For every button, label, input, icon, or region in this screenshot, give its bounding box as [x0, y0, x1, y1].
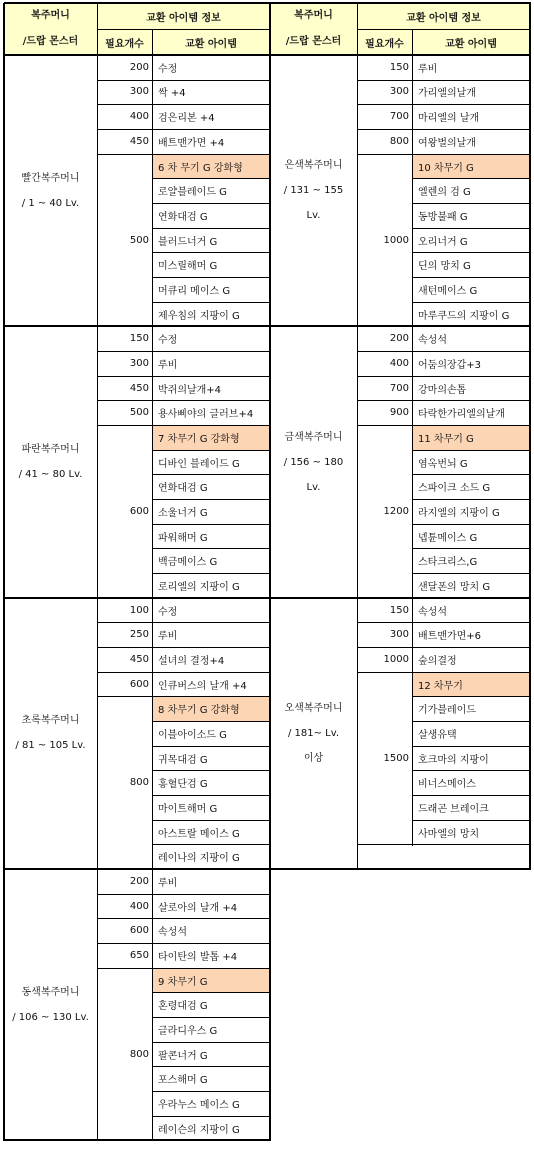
- exchange-item-cell: 파워해머 G: [158, 532, 208, 544]
- exchange-item-cell: 혼령대검 G: [158, 1001, 208, 1013]
- grid-line: [152, 524, 271, 525]
- grid-line: [97, 869, 153, 870]
- grid-line: [412, 647, 531, 648]
- monster-label-line: 파란복주머니: [21, 444, 80, 456]
- grid-line: [412, 598, 531, 599]
- grid-line: [152, 672, 271, 673]
- grid-line: [412, 228, 531, 229]
- grid-line: [412, 376, 531, 377]
- exchange-item-cell: 홍혈단검 G: [158, 779, 208, 791]
- exchange-item-cell: 디바인 블레이드 G: [158, 458, 240, 470]
- grid-line: [152, 573, 271, 574]
- required-count-cell: 100: [129, 604, 149, 616]
- exchange-item-cell: 레이슨의 지팡이 G: [158, 1124, 240, 1136]
- grid-line: [152, 968, 271, 969]
- grid-line: [152, 228, 271, 229]
- exchange-item-cell: 동방불패 G: [418, 211, 468, 223]
- grid-line: [152, 351, 271, 352]
- grid-line: [97, 622, 153, 623]
- grid-line: [269, 598, 271, 870]
- grid-line: [152, 795, 271, 796]
- exchange-item-cell: 배트맨가면+6: [418, 631, 482, 643]
- grid-line: [152, 450, 271, 451]
- grid-line: [357, 622, 413, 623]
- grid-line: [412, 351, 531, 352]
- grid-line: [97, 104, 153, 105]
- highlight-item-cell: 8 차무기 G 강화형: [152, 696, 270, 721]
- grid-line: [357, 154, 413, 155]
- exchange-item-cell: 수정: [158, 335, 178, 347]
- grid-line: [412, 598, 413, 846]
- grid-line: [412, 55, 413, 327]
- grid-line: [152, 770, 271, 771]
- highlight-item-cell: 9 차무기 G: [152, 968, 270, 993]
- header-exchange-info: 교환 아이템 정보: [97, 3, 270, 29]
- required-count-cell: 150: [389, 604, 409, 616]
- grid-line: [152, 326, 271, 327]
- highlight-item-cell: 10 차무기 G: [412, 154, 530, 179]
- exchange-item-cell: 검은리본 +4: [158, 113, 215, 125]
- exchange-item-cell: 수정: [158, 606, 178, 618]
- grid-line: [152, 80, 271, 81]
- grid-line: [152, 376, 271, 377]
- exchange-item-cell: 숲의결정: [418, 655, 457, 667]
- exchange-item-cell: 박쥐의날개+4: [158, 384, 222, 396]
- grid-line: [97, 1140, 271, 1141]
- grid-line: [357, 672, 413, 673]
- monster-label-line: 금색복주머니: [284, 431, 343, 443]
- grid-line: [97, 376, 153, 377]
- grid-line: [412, 129, 531, 130]
- exchange-item-cell: 포스해머 G: [158, 1075, 208, 1087]
- grid-line: [3, 326, 5, 598]
- grid-line: [357, 844, 531, 845]
- exchange-item-cell: 염옥번뇌 G: [418, 458, 468, 470]
- grid-line: [357, 598, 413, 599]
- right-1-monster-cell: [270, 326, 357, 597]
- exchange-item-cell: 로얄블레이드 G: [158, 187, 227, 199]
- grid-line: [152, 203, 271, 204]
- exchange-item-cell: 호크마의 지팡이: [418, 754, 489, 766]
- grid-line: [152, 129, 271, 130]
- grid-line: [357, 425, 413, 426]
- grid-line: [152, 154, 271, 155]
- exchange-item-cell: 기가블레이드: [418, 705, 476, 717]
- required-count-cell: 800: [129, 777, 149, 789]
- required-count-cell: 200: [129, 875, 149, 887]
- required-count-cell: 400: [389, 357, 409, 369]
- monster-label-line: 빨간복주머니: [21, 172, 80, 184]
- highlight-item-cell: 12 차무기: [412, 672, 530, 697]
- grid-line: [529, 55, 531, 327]
- exchange-item-cell: 타이탄의 발톱 +4: [158, 951, 238, 963]
- left-1-monster-cell: [4, 326, 97, 597]
- grid-line: [152, 820, 271, 821]
- grid-line: [152, 55, 271, 56]
- header-required-count: 필요개수: [97, 29, 152, 55]
- header-monster-line2: /드랍 몬스터: [22, 36, 79, 47]
- exchange-item-cell: 스파이크 소드 G: [418, 483, 491, 495]
- monster-label-line: Lv.: [306, 481, 321, 493]
- exchange-item-cell: 수정: [158, 63, 178, 75]
- grid-line: [97, 869, 98, 1141]
- grid-line: [269, 3, 271, 56]
- monster-label-line: / 1 ~ 40 Lv.: [21, 197, 80, 209]
- required-count-cell: 450: [129, 135, 149, 147]
- exchange-item-cell: 루비: [418, 63, 438, 75]
- exchange-item-cell: 사마엘의 망치: [418, 828, 480, 840]
- exchange-item-cell: 루비: [158, 877, 178, 889]
- exchange-item-cell: 배트맨가면 +4: [158, 137, 225, 149]
- grid-line: [97, 55, 98, 327]
- required-count-cell: 1500: [383, 752, 409, 764]
- exchange-item-cell: 미스릴해머 G: [158, 261, 218, 273]
- grid-line: [412, 696, 531, 697]
- grid-line: [3, 3, 5, 56]
- grid-line: [152, 869, 271, 870]
- grid-line: [357, 400, 413, 401]
- grid-line: [412, 203, 531, 204]
- grid-line: [412, 474, 531, 475]
- grid-line: [412, 326, 413, 598]
- header-monster: [270, 3, 357, 55]
- grid-line: [97, 400, 153, 401]
- monster-label-line: / 81 ~ 105 Lv.: [15, 740, 86, 752]
- grid-line: [97, 672, 153, 673]
- grid-line: [152, 55, 153, 327]
- required-count-cell: 800: [129, 1048, 149, 1060]
- left-0-monster-cell: [4, 55, 97, 326]
- grid-line: [97, 647, 153, 648]
- grid-line: [152, 474, 271, 475]
- exchange-item-cell: 레이나의 지팡이 G: [158, 853, 240, 865]
- required-count-cell: 200: [129, 61, 149, 73]
- grid-line: [152, 622, 271, 623]
- grid-line: [357, 80, 413, 81]
- required-count-cell: 400: [129, 111, 149, 123]
- exchange-item-cell: 백금메이스 G: [158, 557, 218, 569]
- grid-line: [357, 647, 413, 648]
- header-monster-line2: /드랍 몬스터: [285, 36, 342, 47]
- exchange-item-cell: 마이트해머 G: [158, 803, 218, 815]
- exchange-item-cell: 마루쿠드의 지팡이 G: [418, 310, 510, 322]
- grid-line: [97, 918, 153, 919]
- grid-line: [97, 351, 153, 352]
- grid-line: [152, 548, 271, 549]
- grid-line: [97, 968, 153, 969]
- exchange-item-cell: 글라디우스 G: [158, 1025, 218, 1037]
- grid-line: [357, 29, 531, 30]
- grid-line: [357, 55, 358, 327]
- grid-line: [152, 302, 271, 303]
- monster-label-line: 이상: [303, 752, 324, 764]
- exchange-item-cell: 가리엘의날개: [418, 88, 476, 100]
- grid-line: [357, 104, 413, 105]
- exchange-item-cell: 속성석: [158, 927, 187, 939]
- grid-line: [412, 672, 531, 673]
- grid-line: [152, 869, 153, 1141]
- grid-line: [412, 721, 531, 722]
- required-count-cell: 300: [129, 86, 149, 98]
- grid-line: [152, 598, 153, 870]
- exchange-item-cell: 새턴메이스 G: [418, 285, 478, 297]
- required-count-cell: 450: [129, 382, 149, 394]
- grid-line: [3, 598, 5, 870]
- exchange-item-cell: 속성석: [418, 606, 447, 618]
- header-exchange-item: 교환 아이템: [152, 29, 270, 55]
- left-3-monster-cell: [4, 869, 97, 1140]
- grid-line: [97, 80, 153, 81]
- grid-line: [412, 29, 413, 56]
- grid-line: [357, 598, 358, 870]
- highlight-item-cell: 6 차 무기 G 강화형: [152, 154, 270, 179]
- grid-line: [357, 326, 413, 327]
- required-count-cell: 250: [129, 629, 149, 641]
- grid-line: [412, 154, 531, 155]
- exchange-item-cell: 우라누스 메이스 G: [158, 1099, 240, 1111]
- exchange-item-cell: 제우침의 지팡이 G: [158, 310, 240, 322]
- grid-line: [529, 326, 531, 598]
- grid-line: [412, 524, 531, 525]
- grid-line: [412, 770, 531, 771]
- highlight-item-cell: 11 차무기 G: [412, 425, 530, 450]
- exchange-item-cell: 딘의 망치 G: [418, 261, 471, 273]
- grid-line: [412, 252, 531, 253]
- exchange-item-cell: 샌달폰의 망치 G: [418, 581, 491, 593]
- grid-line: [269, 55, 271, 327]
- exchange-item-cell: 살로아의 날개 +4: [158, 902, 238, 914]
- grid-line: [529, 3, 531, 56]
- grid-line: [357, 3, 358, 56]
- exchange-item-cell: 귀목대검 G: [158, 754, 208, 766]
- required-count-cell: 300: [129, 357, 149, 369]
- grid-line: [97, 598, 98, 870]
- exchange-item-cell: 엘렌의 검 G: [418, 187, 471, 199]
- required-count-cell: 650: [129, 949, 149, 961]
- required-count-cell: 500: [129, 407, 149, 419]
- exchange-item-cell: 넵튠메이스 G: [418, 532, 478, 544]
- monster-label-line: 동색복주머니: [21, 986, 80, 998]
- grid-line: [152, 178, 271, 179]
- grid-line: [3, 55, 5, 327]
- grid-line: [152, 1066, 271, 1067]
- grid-line: [412, 746, 531, 747]
- required-count-cell: 600: [129, 505, 149, 517]
- grid-line: [97, 29, 271, 30]
- required-count-cell: 400: [129, 900, 149, 912]
- required-count-cell: 300: [389, 629, 409, 641]
- grid-line: [152, 746, 271, 747]
- right-0-monster-cell: [270, 55, 357, 326]
- grid-line: [152, 918, 271, 919]
- grid-line: [269, 326, 271, 598]
- header-exchange-item: 교환 아이템: [412, 29, 530, 55]
- grid-line: [152, 721, 271, 722]
- grid-line: [412, 104, 531, 105]
- grid-line: [97, 326, 153, 327]
- required-count-cell: 1000: [383, 234, 409, 246]
- grid-line: [152, 844, 271, 845]
- grid-line: [97, 55, 153, 56]
- exchange-item-cell: 연화대검 G: [158, 483, 208, 495]
- grid-line: [97, 943, 153, 944]
- grid-line: [412, 55, 531, 56]
- exchange-item-cell: 머큐리 메이스 G: [158, 285, 231, 297]
- grid-line: [97, 154, 153, 155]
- left-2-monster-cell: [4, 598, 97, 869]
- exchange-item-cell: 연화대검 G: [158, 211, 208, 223]
- required-count-cell: 700: [389, 382, 409, 394]
- grid-line: [357, 326, 358, 598]
- exchange-item-cell: 마리엘의 날개: [418, 113, 480, 125]
- exchange-item-cell: 루비: [158, 359, 178, 371]
- monster-label-line: 오색복주머니: [284, 702, 343, 714]
- required-count-cell: 1000: [383, 653, 409, 665]
- grid-line: [97, 598, 153, 599]
- grid-line: [357, 351, 413, 352]
- required-count-cell: 200: [389, 333, 409, 345]
- highlight-item-cell: 7 차무기 G 강화형: [152, 425, 270, 450]
- monster-label-line: / 41 ~ 80 Lv.: [18, 469, 83, 481]
- grid-line: [152, 647, 271, 648]
- required-count-cell: 150: [389, 61, 409, 73]
- exchange-item-cell: 여왕벌의날개: [418, 137, 476, 149]
- grid-line: [357, 129, 413, 130]
- required-count-cell: 800: [389, 135, 409, 147]
- grid-line: [152, 425, 271, 426]
- monster-label-line: / 156 ~ 180: [283, 456, 344, 468]
- grid-line: [412, 622, 531, 623]
- grid-line: [97, 3, 98, 56]
- monster-label-line: / 131 ~ 155: [283, 185, 344, 197]
- exchange-item-cell: 루비: [158, 631, 178, 643]
- grid-line: [152, 252, 271, 253]
- grid-line: [412, 326, 531, 327]
- exchange-item-cell: 이블아이소드 G: [158, 729, 227, 741]
- exchange-item-cell: 스타크리스,G: [418, 557, 478, 569]
- grid-line: [152, 29, 153, 56]
- grid-line: [152, 104, 271, 105]
- monster-label-line: 은색복주머니: [284, 160, 343, 172]
- monster-label-line: Lv.: [306, 210, 321, 222]
- grid-line: [412, 820, 531, 821]
- required-count-cell: 600: [129, 925, 149, 937]
- exchange-item-cell: 용사삐야의 글러브+4: [158, 409, 254, 421]
- exchange-item-cell: 타락한가리엘의날개: [418, 409, 505, 421]
- exchange-item-cell: 속성석: [418, 335, 447, 347]
- exchange-item-cell: 블러드너거 G: [158, 236, 218, 248]
- grid-line: [152, 894, 271, 895]
- exchange-item-cell: 아스트랄 메이스 G: [158, 828, 240, 840]
- header-required-count: 필요개수: [357, 29, 412, 55]
- grid-line: [412, 277, 531, 278]
- exchange-item-cell: 인큐버스의 날개 +4: [158, 680, 247, 692]
- exchange-item-cell: 강마의손톱: [418, 384, 467, 396]
- grid-line: [412, 80, 531, 81]
- grid-line: [97, 129, 153, 130]
- grid-line: [152, 1091, 271, 1092]
- grid-line: [152, 326, 153, 598]
- header-exchange-info: 교환 아이템 정보: [357, 3, 530, 29]
- grid-line: [152, 992, 271, 993]
- monster-label-line: / 106 ~ 130 Lv.: [12, 1011, 89, 1023]
- required-count-cell: 900: [389, 407, 409, 419]
- exchange-item-cell: 팔콘너거 G: [158, 1050, 208, 1062]
- grid-line: [357, 376, 413, 377]
- grid-line: [357, 55, 413, 56]
- grid-line: [152, 277, 271, 278]
- grid-line: [270, 868, 531, 870]
- grid-line: [152, 1042, 271, 1043]
- grid-line: [412, 178, 531, 179]
- grid-line: [412, 302, 531, 303]
- grid-line: [529, 598, 531, 870]
- required-count-cell: 600: [129, 678, 149, 690]
- exchange-item-cell: 살생유택: [418, 729, 457, 741]
- required-count-cell: 150: [129, 333, 149, 345]
- required-count-cell: 500: [129, 234, 149, 246]
- grid-line: [97, 894, 153, 895]
- exchange-item-cell: 설녀의 결정+4: [158, 655, 225, 667]
- required-count-cell: 300: [389, 86, 409, 98]
- required-count-cell: 700: [389, 111, 409, 123]
- grid-line: [412, 548, 531, 549]
- required-count-cell: 450: [129, 653, 149, 665]
- required-count-cell: 1200: [383, 505, 409, 517]
- exchange-item-cell: 소울너거 G: [158, 507, 208, 519]
- grid-line: [412, 795, 531, 796]
- header-monster: [4, 3, 97, 55]
- grid-line: [152, 598, 271, 599]
- grid-line: [3, 869, 5, 1141]
- grid-line: [412, 425, 531, 426]
- grid-line: [412, 400, 531, 401]
- grid-line: [412, 450, 531, 451]
- grid-line: [4, 2, 271, 4]
- grid-line: [152, 943, 271, 944]
- header-monster-line1: 복주머니: [294, 10, 333, 21]
- grid-line: [152, 1116, 271, 1117]
- monster-label-line: 초록복주머니: [21, 715, 80, 727]
- monster-label-line: / 181~ Lv.: [287, 727, 340, 739]
- grid-line: [269, 869, 271, 1141]
- grid-line: [97, 696, 153, 697]
- grid-line: [97, 326, 98, 598]
- exchange-item-cell: 비너스메이스: [418, 779, 476, 791]
- exchange-item-cell: 어둠의장갑+3: [418, 359, 482, 371]
- grid-line: [412, 573, 531, 574]
- exchange-item-cell: 오리너거 G: [418, 236, 468, 248]
- right-2-monster-cell: [270, 598, 357, 869]
- exchange-item-cell: 로리엘의 지팡이 G: [158, 581, 240, 593]
- grid-line: [152, 1017, 271, 1018]
- grid-line: [270, 2, 531, 4]
- grid-line: [152, 400, 271, 401]
- exchange-item-cell: 드래곤 브레이크: [418, 803, 489, 815]
- grid-line: [412, 499, 531, 500]
- grid-line: [97, 425, 153, 426]
- exchange-item-cell: 라지엘의 지팡이 G: [418, 507, 500, 519]
- header-monster-line1: 복주머니: [31, 10, 70, 21]
- grid-line: [152, 499, 271, 500]
- exchange-item-cell: 싹 +4: [158, 88, 186, 100]
- grid-line: [152, 696, 271, 697]
